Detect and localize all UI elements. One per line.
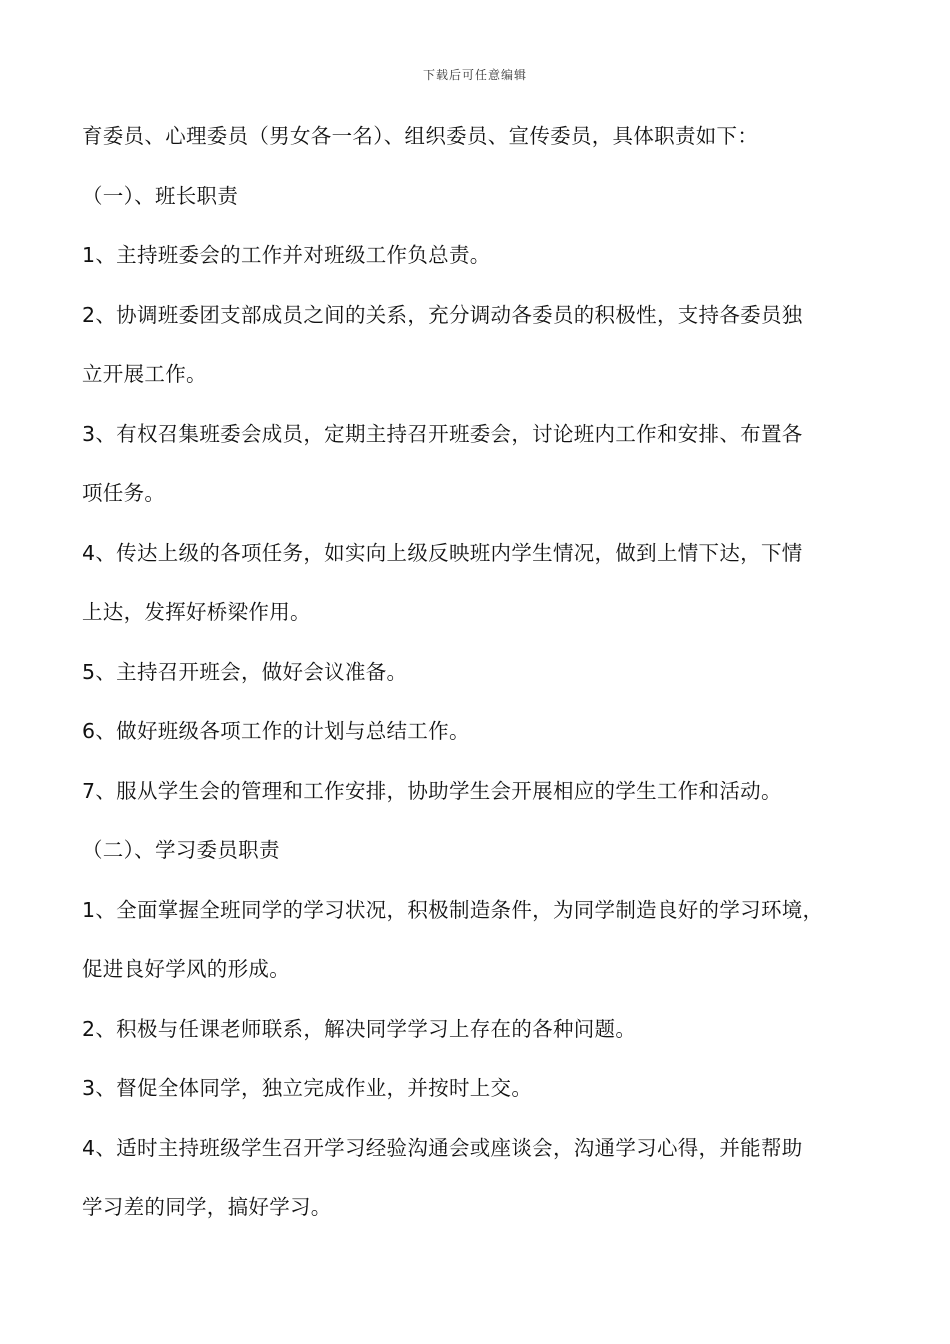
text-line-11: 6、做好班级各项工作的计划与总结工作。 <box>82 719 470 743</box>
text-line-14: 1、全面掌握全班同学的学习状况，积极制造条件，为同学制造良好的学习环境， <box>82 897 824 922</box>
text-line-6: 3、有权召集班委会成员，定期主持召开班委会，讨论班内工作和安排、布置各 <box>82 421 803 446</box>
text-line-9: 上达，发挥好桥梁作用。 <box>82 600 311 624</box>
section-heading-monitor: （一）、班长职责 <box>82 183 239 208</box>
text-line-18: 4、适时主持班级学生召开学习经验沟通会或座谈会，沟通学习心得，并能帮助 <box>82 1135 803 1160</box>
text-line-1: 育委员、心理委员（男女各一名）、组织委员、宣传委员，具体职责如下： <box>82 124 759 148</box>
text-line-3: 1、主持班委会的工作并对班级工作负总责。 <box>82 243 491 267</box>
section-heading-study: （二）、学习委员职责 <box>82 838 280 862</box>
text-line-19: 学习差的同学，搞好学习。 <box>82 1195 332 1219</box>
text-line-5: 立开展工作。 <box>82 362 207 386</box>
document-body <box>82 116 892 1247</box>
text-line-17: 3、督促全体同学，独立完成作业，并按时上交。 <box>82 1076 533 1100</box>
text-line-7: 项任务。 <box>82 481 166 505</box>
text-line-12: 7、服从学生会的管理和工作安排，协助学生会开展相应的学生工作和活动。 <box>82 778 782 803</box>
page-header: 下载后可任意编辑 <box>422 68 527 82</box>
text-line-15: 促进良好学风的形成。 <box>82 957 290 981</box>
text-line-16: 2、积极与任课老师联系，解决同学学习上存在的各种问题。 <box>82 1016 637 1041</box>
text-line-8: 4、传达上级的各项任务，如实向上级反映班内学生情况，做到上情下达，下情 <box>82 540 803 565</box>
text-line-4: 2、协调班委团支部成员之间的关系，充分调动各委员的积极性，支持各委员独 <box>82 302 803 327</box>
text-line-10: 5、主持召开班会，做好会议准备。 <box>82 659 408 684</box>
